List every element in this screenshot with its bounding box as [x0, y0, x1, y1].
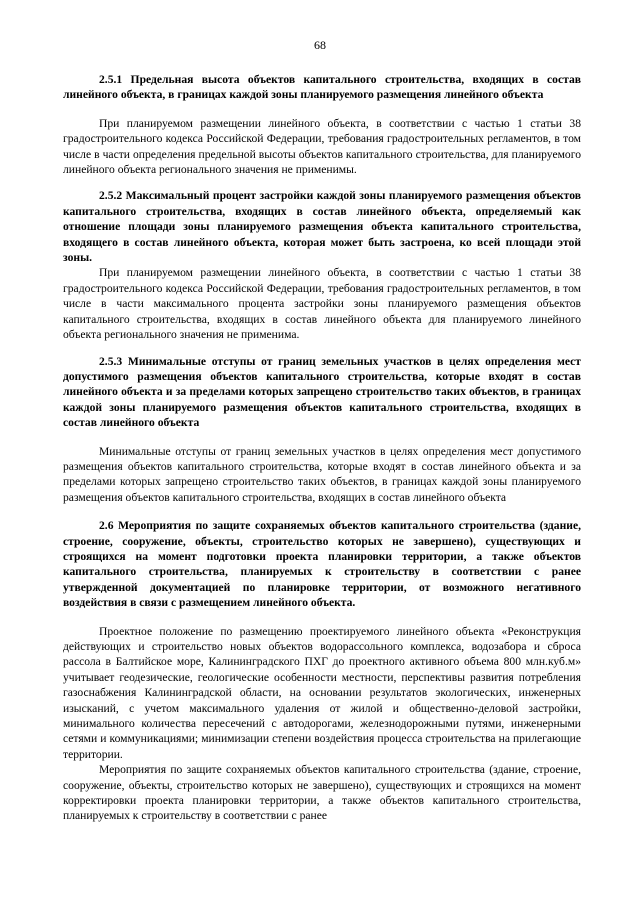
- section-2-6-text-1: Проектное положение по размещению проектируемого линейного объекта «Реконструкция действующих и строительство новых объектов водорассольного комплекса, водозабора и сброса рассола в Балтийское море, Калининградского ПХГ до проектного активного объема 800 млн.куб.м» учитывает геодезические, геологические особенности местности, перспективы развития потребления газоснабжения Калининградской области, на основании результатов экологических, инженерных изысканий, с учетом максимального удаления от жилой и общественно-деловой застройки, минимального количества пересечений с автодорогами, железнодорожными путями, инженерными сетями и коммуникациями; минимизации степени воздействия процесса строительства на прилегающие территории.: [63, 624, 581, 761]
- section-2-5-3-heading: 2.5.3 Минимальные отступы от границ земельных участков в целях определения мест допустимого размещения объектов капитального строительства, которые входят в состав линейного объекта и за пределами которых запрещено строительство таких объектов, в границах каждой зоны планируемого размещения объектов капитального строительства, входящих в состав линейного объекта: [63, 354, 581, 430]
- page-number: 68: [314, 38, 326, 52]
- section-2-5-2-heading: 2.5.2 Максимальный процент застройки каждой зоны планируемого размещения объектов капитального строительства, входящих в состав линейного объекта, определяемый как отношение площади зоны планируемого размещения объекта капитального строительства, входящего в состав линейного объекта, которая может быть застроена, ко всей площади этой зоны.: [63, 189, 581, 265]
- section-2-5-3-text: Минимальные отступы от границ земельных участков в целях определения мест допустимого размещения объектов капитального строительства, которые входят в состав линейного объекта и за пределами которых запрещено строительство таких объектов, в границах каждой зоны планируемого размещения объектов капитального строительства, входящих в состав линейного объекта: [63, 444, 581, 504]
- section-2-5-1-heading: 2.5.1 Предельная высота объектов капитального строительства, входящих в состав линейного объекта, в границах каждой зоны планируемого размещения линейного объекта: [63, 73, 581, 102]
- section-2-6-text-2: Мероприятия по защите сохраняемых объектов капитального строительства (здание, строение, сооружение, объекты, строительство которых не завершено), существующих и строящихся на момент корректировки проекта планировки территории, а также объектов капитального строительства, планируемых к строительству в соответствии с ранее: [63, 763, 581, 823]
- document-body: [63, 72, 581, 824]
- section-2-5-1-text: При планируемом размещении линейного объекта, в соответствии с частью 1 статьи 38 градостроительного кодекса Российской Федерации, требования градостроительных регламентов, в том числе в части определения предельной высоты объектов капитального строительства, для планируемого линейного объекта регионального значения не применимы.: [63, 116, 581, 177]
- section-2-6-heading: 2.6 Мероприятия по защите сохраняемых объектов капитального строительства (здание, строение, сооружение, объекты, строительство которых не завершено), существующих и строящихся на момент подготовки проекта планировки территории, а также объектов капитального строительства, планируемых к строительству в соответствии с ранее утвержденной документацией по планировке территории, от возможного негативного воздействия в связи с размещением линейного объекта.: [63, 519, 581, 610]
- section-2-5-2-text: При планируемом размещении линейного объекта, в соответствии с частью 1 статьи 38 градостроительного кодекса Российской Федерации, требования градостроительных регламентов, в том числе в части максимального процента застройки зоны планируемого размещения объектов капитального строительства, входящих в состав линейного объекта для планируемого линейного объекта регионального значения не применима.: [63, 266, 581, 342]
